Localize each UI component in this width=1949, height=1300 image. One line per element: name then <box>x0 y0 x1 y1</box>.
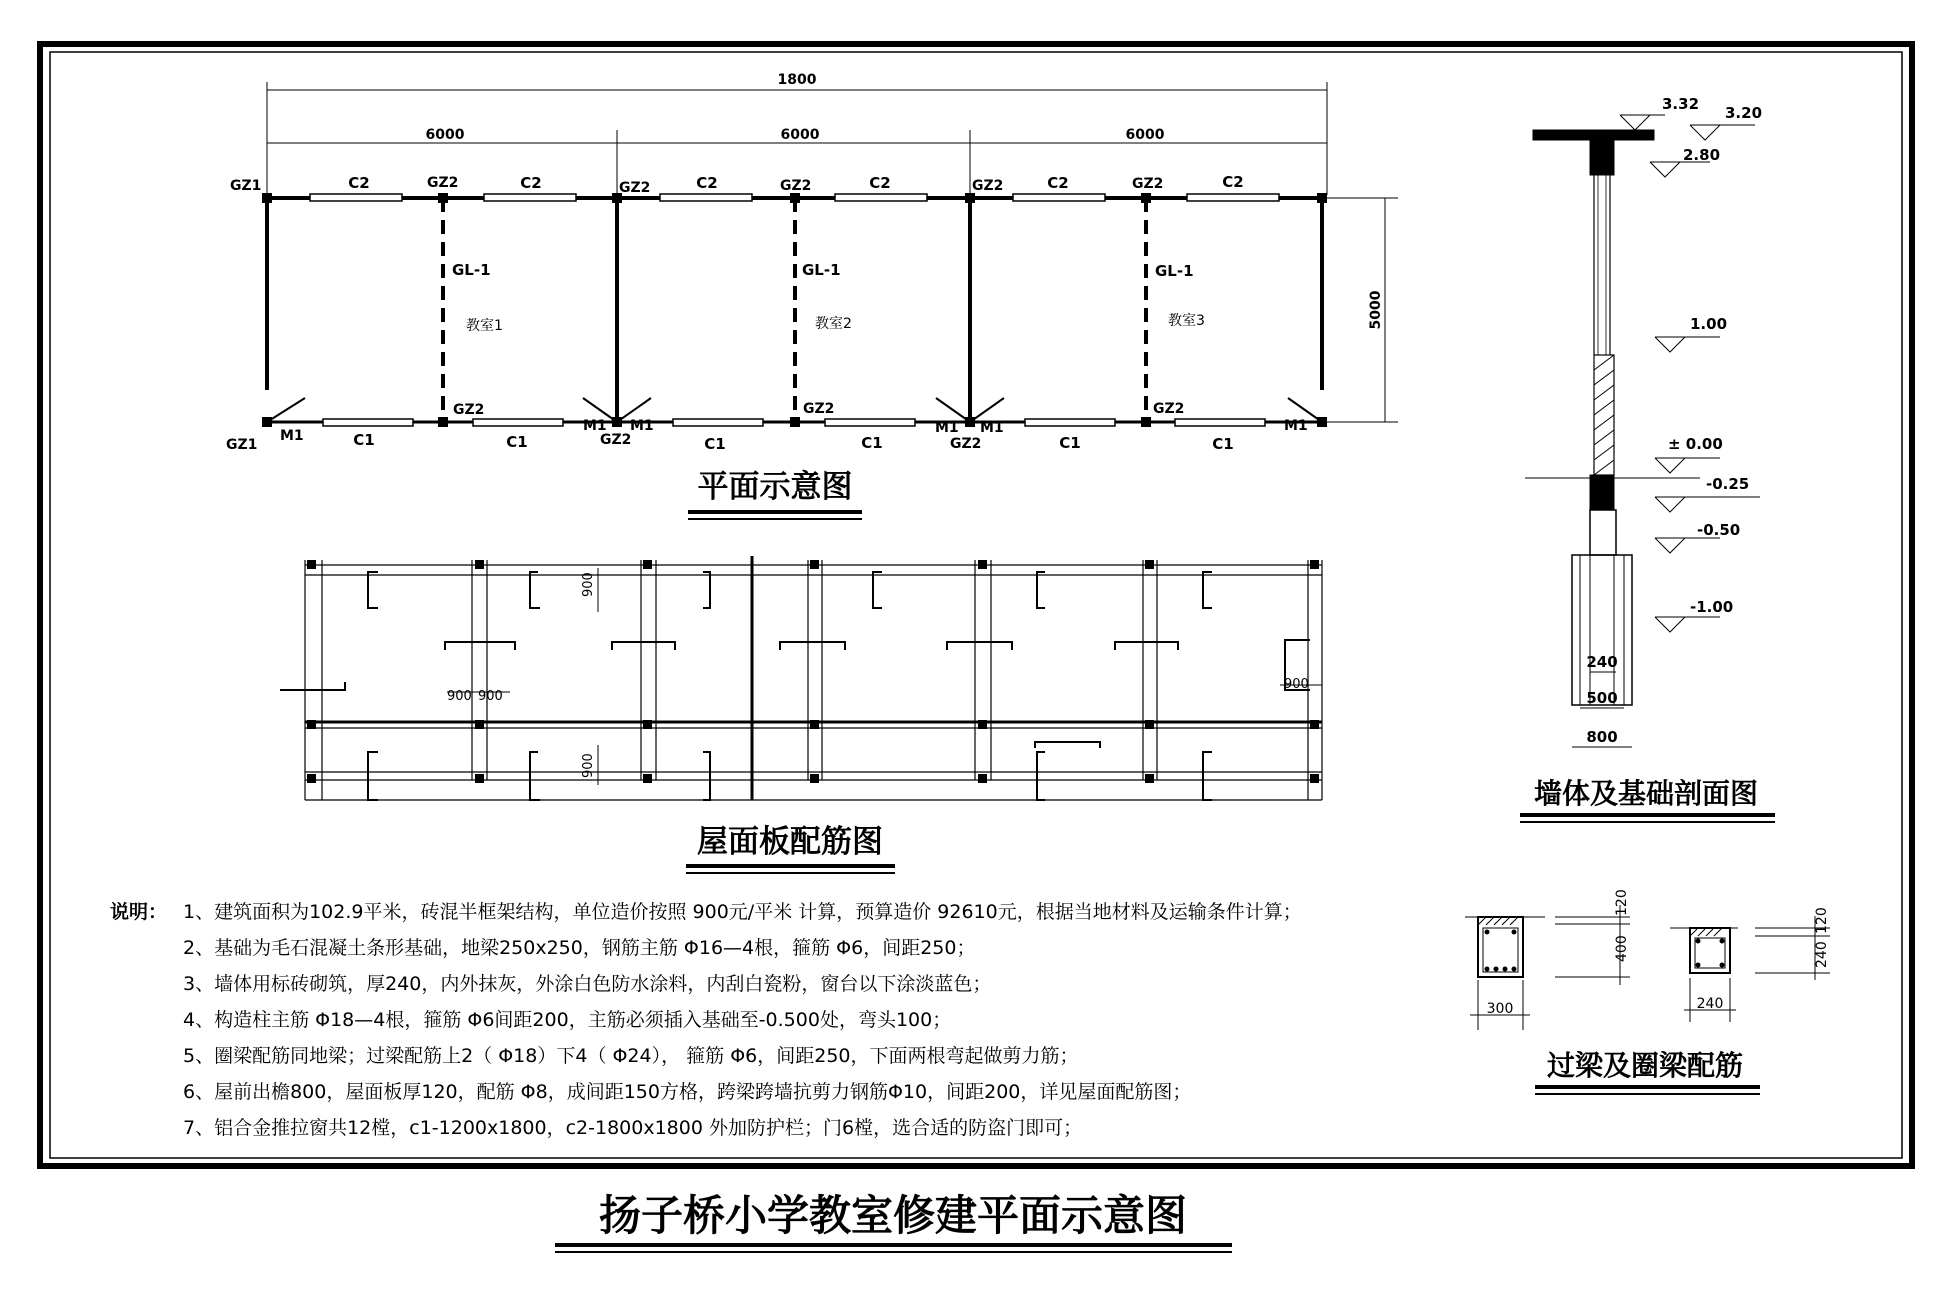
plan-col-label: GZ2 <box>453 402 485 418</box>
plan-window-label: C1 <box>861 434 883 452</box>
plan-room-label: 教室2 <box>815 316 852 332</box>
roof-dim-label: 900 <box>447 689 472 704</box>
ring-top: 120 <box>1814 907 1830 934</box>
plan-window-label: C2 <box>1222 173 1244 191</box>
plan-door-label: M1 <box>1284 418 1308 434</box>
section-footing <box>1572 555 1632 705</box>
section-width: 800 <box>1586 728 1618 746</box>
section-elevation-markers <box>1620 115 1760 632</box>
plan-col-label: GZ2 <box>619 180 651 196</box>
ring-bars <box>1696 939 1725 968</box>
plan-col-label: GZ2 <box>803 401 835 417</box>
plan-door-label: M1 <box>583 418 607 434</box>
plan-window-label: C1 <box>704 435 726 453</box>
section-hatched-wall <box>1594 355 1614 475</box>
plan-window-label: C2 <box>696 174 718 192</box>
note-item: 6、屋前出檐800，屋面板厚120，配筋 Φ8，成间距150方格，跨梁跨墙抗剪力钢筋Φ10，间距200，详见屋面配筋图； <box>183 1081 1192 1103</box>
plan-depth-dim: 5000 <box>1368 290 1384 330</box>
ring-hatch <box>1690 928 1722 936</box>
lintel-hatch <box>1478 917 1518 925</box>
plan-window-label: C1 <box>353 431 375 449</box>
section-elevation: 2.80 <box>1683 146 1721 164</box>
roof-dim-label: 900 <box>581 753 596 778</box>
plan-col-label: GZ1 <box>230 178 262 194</box>
plan-door-label: M1 <box>935 420 959 436</box>
section-elevation: ± 0.00 <box>1668 435 1723 453</box>
beam-details <box>1465 889 1830 1094</box>
note-item: 2、基础为毛石混凝土条形基础，地梁250x250，钢筋主筋 Φ16—4根，箍筋 Φ6，间距250； <box>183 937 976 959</box>
plan-title: 平面示意图 <box>697 469 853 505</box>
lintel-top: 120 <box>1614 889 1630 916</box>
section-elevation: -0.25 <box>1706 475 1750 493</box>
roof-rebar-marks <box>280 572 1310 800</box>
roof-vertical-lines <box>305 556 1322 800</box>
section-ground-beam <box>1590 475 1614 510</box>
plan-col-label: GZ2 <box>950 436 982 452</box>
plan-window-label: C2 <box>869 174 891 192</box>
plan-door-label: M1 <box>630 418 654 434</box>
roof-dim-label: 900 <box>478 689 503 704</box>
plan-door-label: M1 <box>280 428 304 444</box>
outer-border <box>40 44 1912 1166</box>
roof-dim-lines <box>447 568 1322 785</box>
plan-col-label: GZ2 <box>1132 176 1164 192</box>
notes-label: 说明： <box>110 901 168 923</box>
section-slab <box>1533 130 1654 140</box>
main-title: 扬子桥小学教室修建平面示意图 <box>598 1191 1188 1240</box>
ring-width: 240 <box>1696 996 1724 1012</box>
note-item: 1、建筑面积为102.9平米，砖混半框架结构，单位造价按照 900元/平米 计算，预算造价 92610元，根据当地材料及运输条件计算； <box>183 901 1302 923</box>
plan-beam-label: GL-1 <box>452 261 491 279</box>
plan-beam-label: GL-1 <box>802 261 841 279</box>
section-elevation: 3.20 <box>1725 104 1763 122</box>
plan-drawing <box>226 72 1398 519</box>
plan-room-label: 教室3 <box>1168 313 1205 329</box>
section-elevation: 1.00 <box>1690 315 1728 333</box>
section-elevation: -0.50 <box>1697 521 1741 539</box>
plan-window-label: C1 <box>506 433 528 451</box>
roof-dim-label: 900 <box>1284 677 1309 692</box>
section-drawing <box>1520 95 1775 822</box>
plan-window-label: C2 <box>520 174 542 192</box>
plan-bay-dim: 6000 <box>425 127 465 143</box>
note-item: 3、墙体用标砖砌筑，厚240，内外抹灰，外涂白色防水涂料，内刮白瓷粉，窗台以下涂淡蓝色； <box>183 973 992 995</box>
plan-col-label: GZ2 <box>972 178 1004 194</box>
beams-title: 过梁及圈梁配筋 <box>1546 1049 1744 1082</box>
section-elevation: 3.32 <box>1662 95 1700 113</box>
section-width: 240 <box>1586 653 1618 671</box>
section-title: 墙体及基础剖面图 <box>1533 777 1759 810</box>
note-item: 7、铝合金推拉窗共12樘，c1-1200x1800，c2-1800x1800 外加防护栏；门6樘，选合适的防盗门即可； <box>183 1117 1083 1139</box>
plan-col-label: GZ2 <box>600 432 632 448</box>
note-item: 4、构造柱主筋 Φ18—4根，箍筋 Φ6间距200，主筋必须插入基础至-0.500处，弯头100； <box>183 1009 952 1031</box>
lintel-width: 300 <box>1486 1001 1514 1017</box>
plan-door-label: M1 <box>980 420 1004 436</box>
section-width: 500 <box>1586 689 1618 707</box>
plan-window-label: C1 <box>1059 434 1081 452</box>
plan-beam-label: GL-1 <box>1155 262 1194 280</box>
roof-column-dots <box>307 560 1319 783</box>
plan-col-label: GZ2 <box>1153 401 1185 417</box>
plan-bay-dim: 6000 <box>780 127 820 143</box>
plan-col-label: GZ2 <box>780 178 812 194</box>
plan-room-label: 教室1 <box>466 318 503 334</box>
section-footing-upper <box>1590 510 1616 555</box>
plan-bay-dim: 6000 <box>1125 127 1165 143</box>
ring-height: 240 <box>1814 941 1830 968</box>
plan-window-label: C2 <box>1047 174 1069 192</box>
roof-dim-label: 900 <box>581 572 596 597</box>
plan-col-label: GZ2 <box>427 175 459 191</box>
section-elevation: -1.00 <box>1690 598 1734 616</box>
roof-drawing <box>280 556 1322 873</box>
section-ring-beam <box>1590 140 1614 175</box>
note-item: 5、圈梁配筋同地梁；过梁配筋上2（ Φ18）下4（ Φ24）， 箍筋 Φ6，间距250，下面两根弯起做剪力筋； <box>183 1045 1079 1067</box>
lintel-bars <box>1485 930 1517 972</box>
plan-total-dim: 1800 <box>777 72 817 88</box>
section-hatch <box>1594 355 1614 475</box>
plan-window-label: C2 <box>348 174 370 192</box>
lintel-height: 400 <box>1614 935 1630 962</box>
plan-col-label: GZ1 <box>226 437 258 453</box>
roof-title: 屋面板配筋图 <box>697 824 883 860</box>
plan-window-label: C1 <box>1212 435 1234 453</box>
